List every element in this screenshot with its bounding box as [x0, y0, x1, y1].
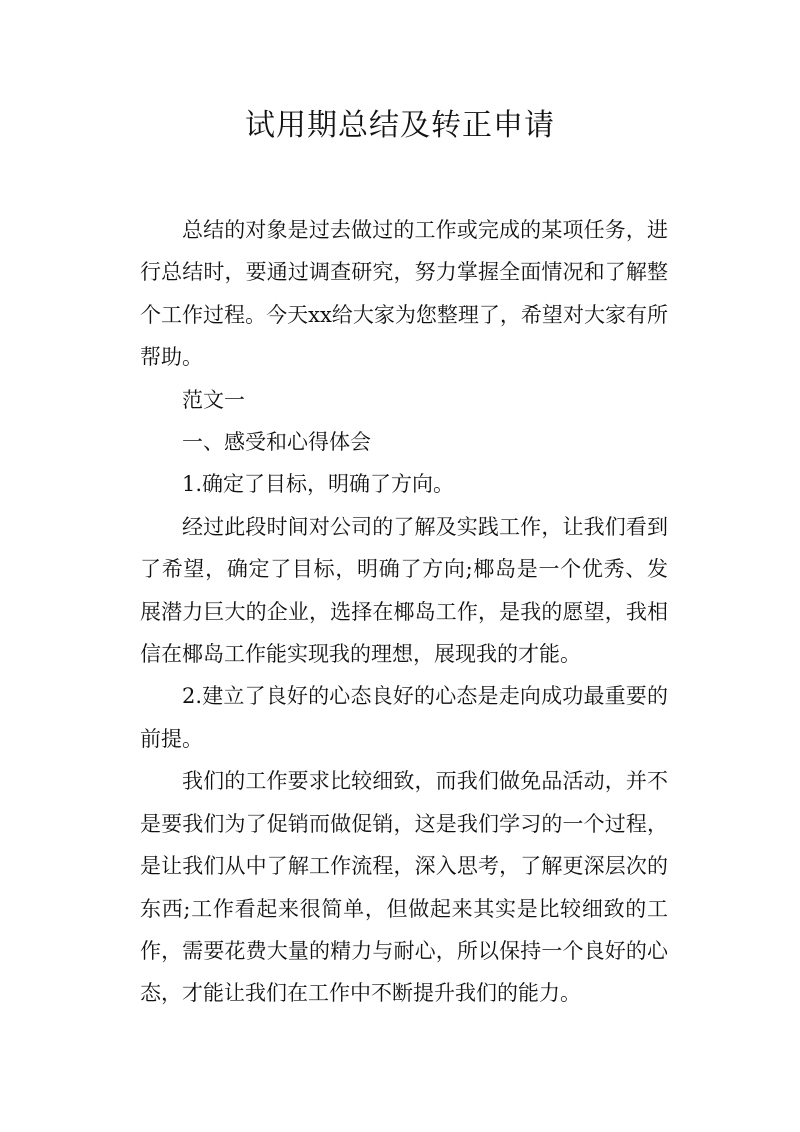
point-2-heading: 2.建立了良好的心态良好的心态是走向成功最重要的前提。 [140, 684, 668, 751]
point-1-heading: 1.确定了目标，明确了方向。 [182, 472, 455, 497]
sample-heading: 范文一 [182, 387, 245, 412]
intro-paragraph: 总结的对象是过去做过的工作或完成的某项任务，进行总结时，要通过调查研究，努力掌握全面情况和了解整个工作过程。今天xx给大家为您整理了，希望对大家有所帮助。 [140, 218, 668, 370]
point-1-paragraph: 经过此段时间对公司的了解及实践工作，让我们看到了希望，确定了目标，明确了方向;椰岛是一个优秀、发展潜力巨大的企业，选择在椰岛工作，是我的愿望，我相信在椰岛工作能实现我的理想，展现我的才能。 [140, 514, 668, 667]
section-heading: 一、感受和心得体会 [182, 430, 371, 455]
point-2-paragraph: 我们的工作要求比较细致，而我们做免品活动，并不是要我们为了促销而做促销，这是我们学习的一个过程，是让我们从中了解工作流程，深入思考，了解更深层次的东西;工作看起来很简单，但做起来其实是比较细致的工作，需要花费大量的精力与耐心，所以保持一个良好的心态，才能让我们在工作中不断提升我们的能力。 [140, 769, 668, 1006]
document-title: 试用期总结及转正申请 [245, 108, 555, 143]
document-body [140, 209, 668, 1015]
